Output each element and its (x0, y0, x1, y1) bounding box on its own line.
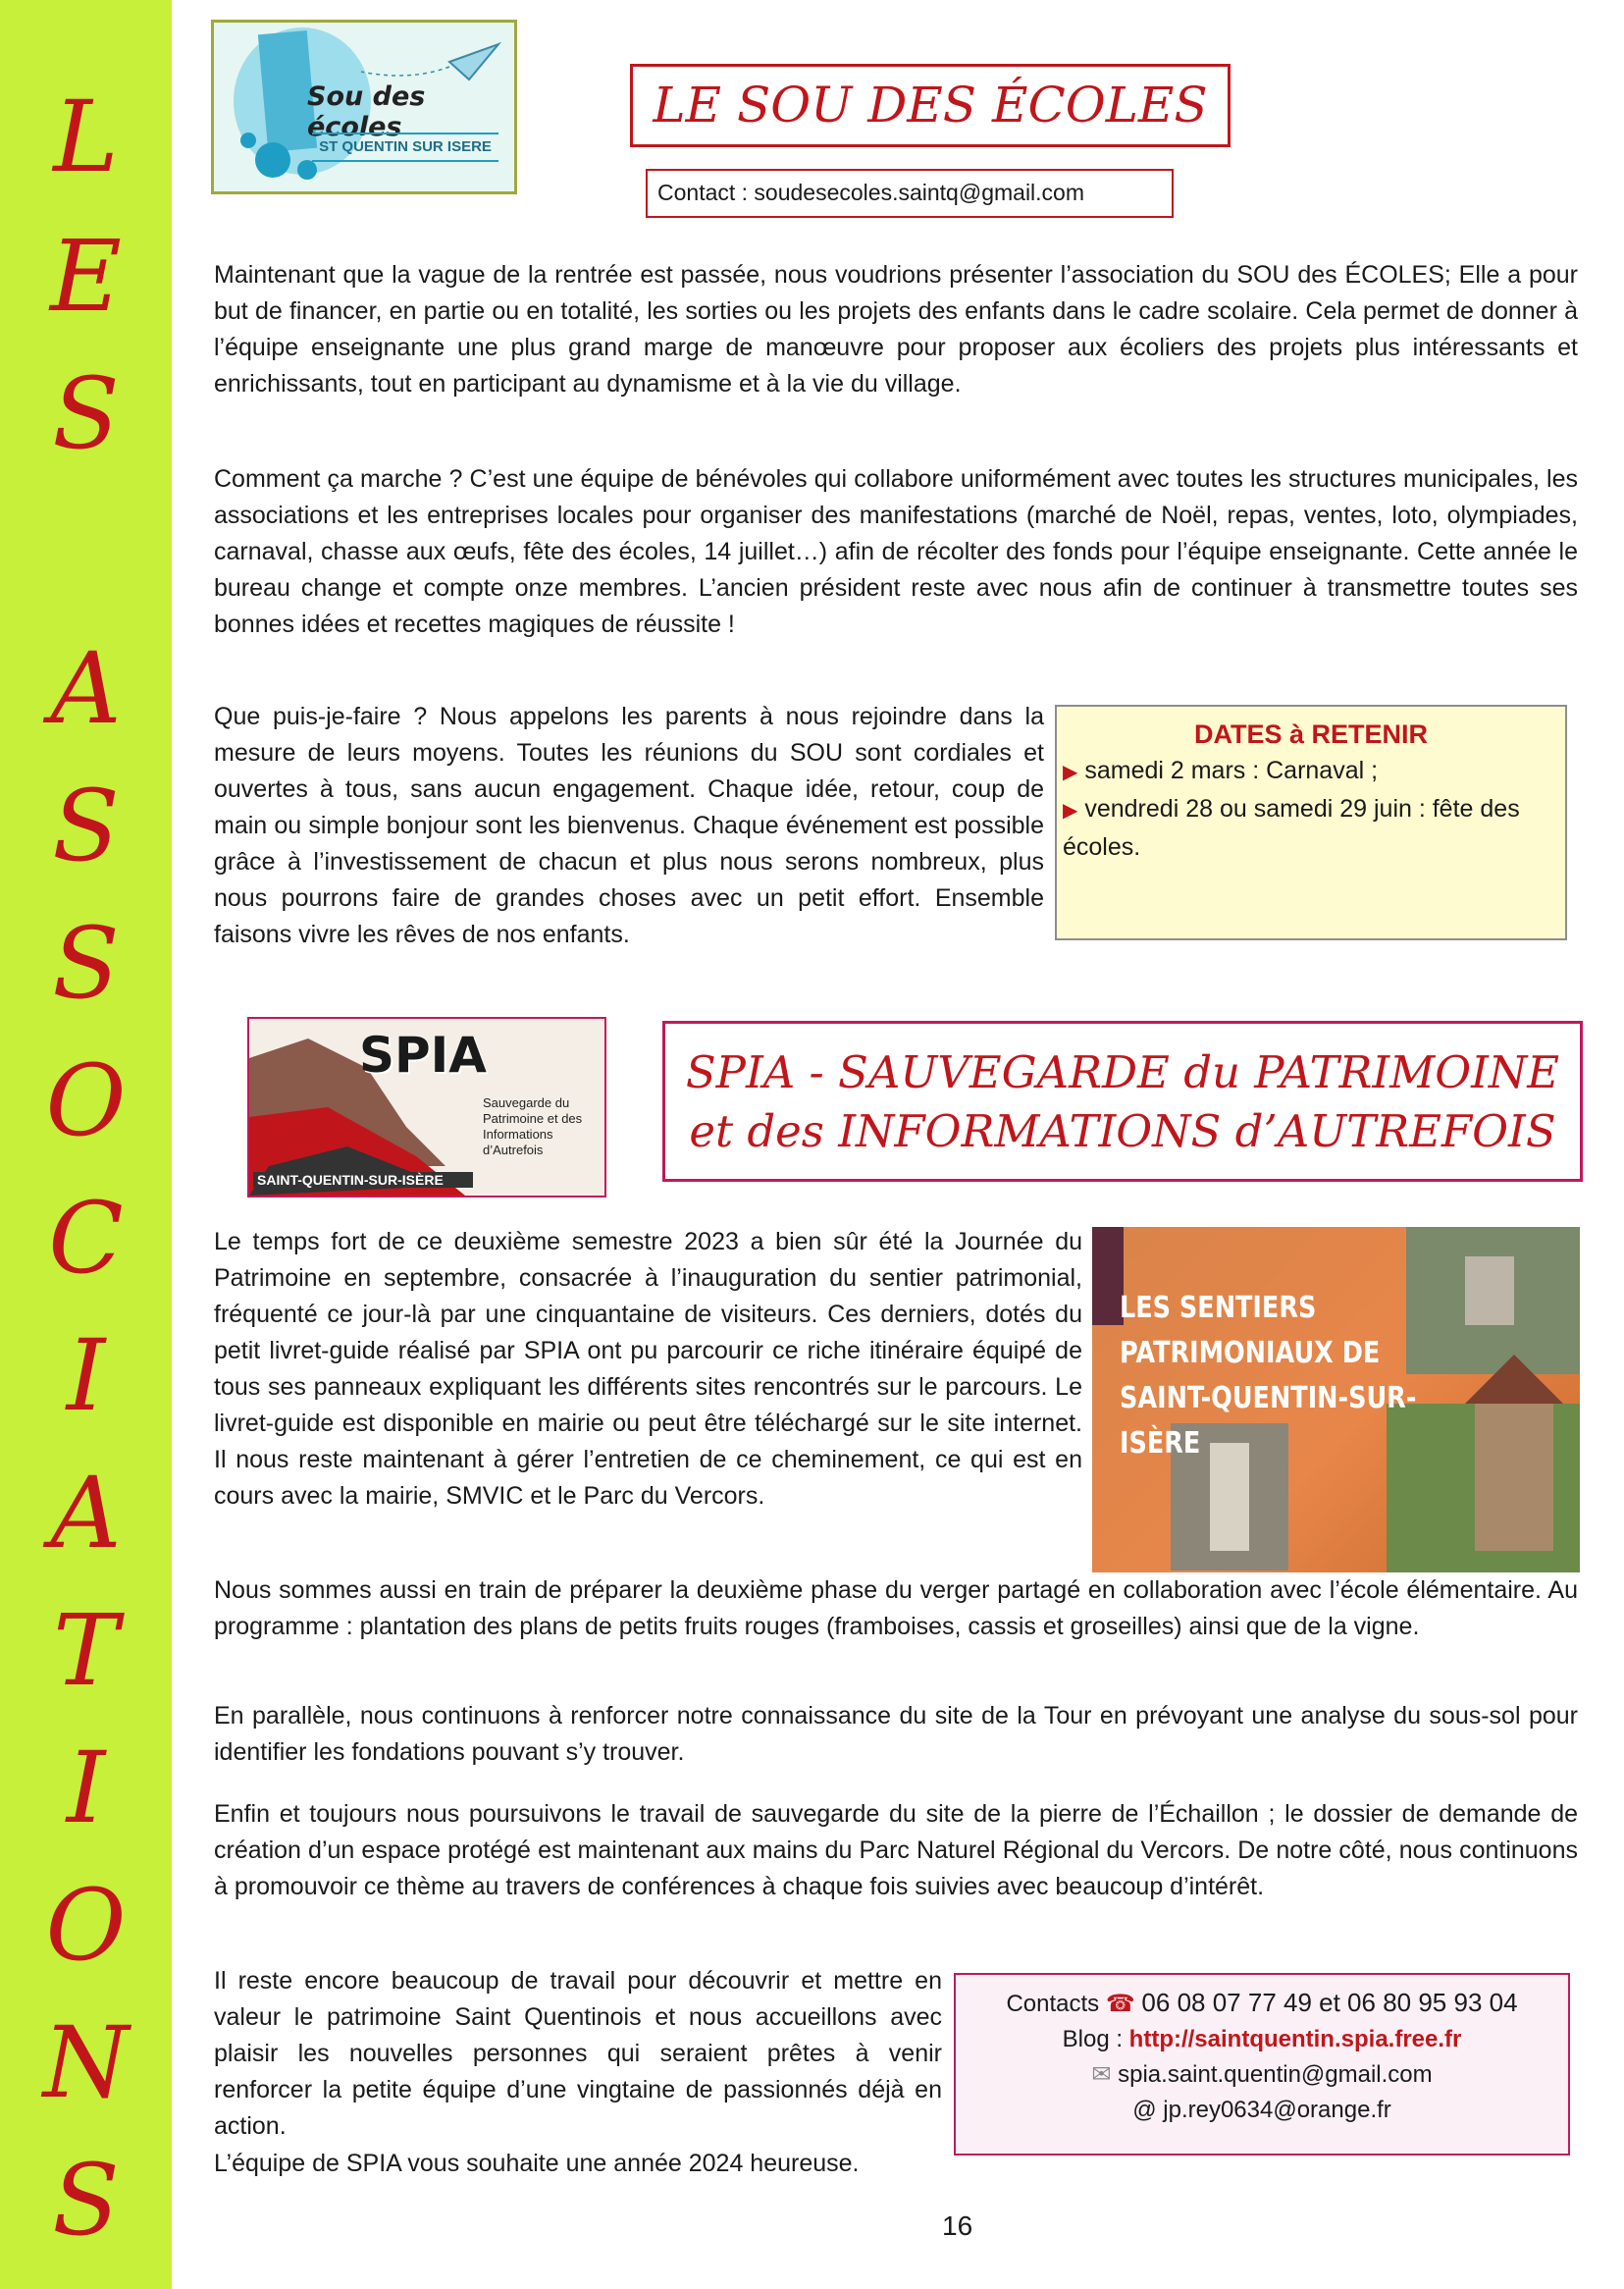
dates-item-1 (1063, 753, 1559, 791)
sou-paragraph-2 (214, 461, 1578, 643)
spia-paragraph-4 (214, 1796, 1578, 1905)
sou-title-box (630, 64, 1231, 147)
contacts-phone-line (956, 1985, 1568, 2022)
sou-text-3: Que puis-je-faire ? Nous appelons les parents à nous rejoindre dans la mesure de leurs moyens. Toutes les réunions du SOU sont cordiales et ouvertes à tous, sans aucun engagement. Chaque idée, retour, coup de main ou simple bonjour sont les bienvenus. Chaque événement est possible grâce à l’investissement de chacun et plus nous serons nombreux, plus nous pourrons faire de grandes choses avec un petit effort. Ensemble faisons vivre les rêves de nos enfants. (214, 703, 1044, 948)
dates-item-2 (1063, 791, 1559, 866)
spia-contacts-box (954, 1973, 1570, 2156)
contacts-email-1[interactable]: spia.saint.quentin@gmail.com (1118, 2061, 1433, 2088)
sou-text-1: Maintenant que la vague de la rentrée est passée, nous voudrions présenter l’association du SOU des ÉCOLES; Elle a pour but de financer, en partie ou en totalité, les sorties ou les projets des enfants dans le cadre scolaire. Cela permet de donner à l’équipe enseignante une plus grand marge de manœuvre pour proposer aux écoliers des projets plus intéressants et enrichissants, tout en participant au dynamisme et à la vie du village. (214, 261, 1578, 398)
spia-title-line-2: et des INFORMATIONS d’AUTREFOIS (689, 1105, 1556, 1157)
sidebar-letter: N (42, 2005, 130, 2120)
spia-text-1: Le temps fort de ce deuxième semestre 2023 a bien sûr été la Journée du Patrimoine en septembre, consacrée à l’inauguration du sentier patrimonial, fréquenté ce jour-là par une cinquantaine de visiteurs. Ces derniers, dotés du petit livret-guide réalisé par SPIA ont pu parcourir ce riche itinéraire équipé de tous ses panneaux expliquant les différents sites rencontrés sur le parcours. Le livret-guide est disponible en mairie ou peut être téléchargé sur le site internet. Il nous reste maintenant à gérer l’entretien de ce cheminement, ce qui est en cours avec la mairie, SMVIC et le Parc du Vercors. (214, 1228, 1082, 1510)
spia-text-4: Enfin et toujours nous poursuivons le travail de sauvegarde du site de la pierre de l’Échaillon ; le dossier de demande de création d’un espace protégé est maintenant aux mains du Parc Naturel Régional du Vercors. De notre côté, nous continuons à promouvoir ce thème au travers de conférences à chaque fois suivies avec beaucoup d’intérêt. (214, 1800, 1578, 1900)
spia-logo (247, 1017, 606, 1198)
spia-logo-place: SAINT-QUENTIN-SUR-ISÈRE (253, 1172, 473, 1188)
spia-text-5: Il reste encore beaucoup de travail pour découvrir et mettre en valeur le patrimoine Saint Quentinois et nous accueillons avec plaisir les nouvelles personnes qui seraient prêtes à venir renforcer la petite équipe d’une vingtaine de passionnés déjà en action. (214, 1967, 942, 2140)
sou-logo (211, 20, 517, 194)
sidebar-letter: S (52, 356, 120, 471)
sou-text-2: Comment ça marche ? C’est une équipe de bénévoles qui collabore uniformément avec toutes les structures municipales, les associations et les entreprises locales pour organiser des manifestations (marché de Noël, repas, ventes, loto, olympiades, carnaval, chasse aux œufs, fête des écoles, 14 juillet…) afin de récolter des fonds pour l’équipe enseignante. Cette année le bureau change et compte onze membres. L’ancien président reste avec nous afin de continuer à transmettre toutes ses bonnes idées et recettes magiques de réussite ! (214, 465, 1578, 638)
sou-logo-title: Sou des écoles (307, 81, 426, 142)
sidebar-letter: I (66, 1730, 106, 1845)
photo-caption: LES SENTIERS PATRIMONIAUX DE SAINT-QUENTIN-SUR-ISÈRE (1120, 1291, 1417, 1461)
dates-item-1-text: samedi 2 mars : Carnaval ; (1084, 757, 1379, 784)
dates-title: DATES à RETENIR (1193, 719, 1429, 749)
sou-paragraph-3 (214, 699, 1044, 953)
dates-box (1055, 705, 1567, 940)
blog-link[interactable]: http://saintquentin.spia.free.fr (1128, 2026, 1462, 2052)
sidebar-letter: O (45, 1868, 127, 1983)
triangle-bullet-icon: ▶ (1063, 762, 1078, 783)
sidebar-letter: E (50, 219, 122, 334)
contacts-label: Contacts (1006, 1991, 1100, 2017)
sidebar (0, 0, 172, 2289)
spia-text-2: Nous sommes aussi en train de préparer la deuxième phase du verger partagé en collaboration avec l’école élémentaire. Au programme : plantation des plans de petits fruits rouges (framboises, cassis et groseilles) ainsi que de la vigne. (214, 1576, 1578, 1640)
contacts-email-line (956, 2057, 1568, 2093)
sidebar-letter: O (45, 1043, 127, 1158)
sou-paragraph-1 (214, 257, 1578, 402)
sou-logo-subtitle: ST QUENTIN SUR ISERE (312, 133, 498, 162)
spia-paragraph-3 (214, 1698, 1578, 1771)
sou-contact: Contact : soudesecoles.saintq@gmail.com (657, 180, 1085, 205)
sidebar-letter: S (52, 906, 120, 1021)
spia-paragraph-1 (214, 1224, 1082, 1515)
contacts-email-2[interactable]: @ jp.rey0634@orange.fr (1132, 2097, 1391, 2123)
sidebar-letter: A (50, 631, 122, 746)
heritage-trail-photo (1092, 1227, 1580, 1572)
spia-paragraph-5 (214, 1963, 942, 2145)
blog-label: Blog : (1062, 2026, 1123, 2052)
sidebar-letter: T (53, 1593, 119, 1708)
spia-paragraph-2 (214, 1572, 1578, 1645)
dates-item-2-text: vendredi 28 ou samedi 29 juin : fête des écoles. (1063, 795, 1520, 861)
triangle-bullet-icon: ▶ (1063, 800, 1078, 822)
sidebar-letter: S (52, 769, 120, 883)
sou-contact-box (646, 169, 1174, 218)
contacts-blog-line (956, 2022, 1568, 2057)
page-number: 16 (942, 2210, 973, 2241)
sidebar-letter: A (50, 1456, 122, 1570)
phone-icon: ☎ (1105, 1991, 1135, 2017)
contacts-email-line-2 (956, 2093, 1568, 2128)
spia-text-3: En parallèle, nous continuons à renforcer notre connaissance du site de la Tour en prévoyant une analyse du sous-sol pour identifier les fondations pouvant s’y trouver. (214, 1702, 1578, 1766)
sou-title: LE SOU DES ÉCOLES (653, 77, 1208, 133)
spia-logo-name: SPIA (359, 1027, 487, 1084)
sidebar-letter: I (66, 1318, 106, 1433)
sidebar-letter: C (48, 1181, 124, 1296)
spia-title-box (662, 1021, 1583, 1182)
envelope-icon: ✉ (1091, 2061, 1112, 2088)
spia-text-6: L’équipe de SPIA vous souhaite une année 2024 heureuse. (214, 2150, 860, 2177)
contacts-phones: 06 08 07 77 49 et 06 80 95 93 04 (1141, 1988, 1518, 2017)
sidebar-letter: L (53, 80, 119, 194)
spia-title-line-1: SPIA - SAUVEGARDE du PATRIMOINE (685, 1046, 1560, 1098)
spia-logo-subtitle: Sauvegarde du Patrimoine et des Informations d’Autrefois (483, 1095, 583, 1157)
sidebar-letter: S (52, 2143, 120, 2258)
